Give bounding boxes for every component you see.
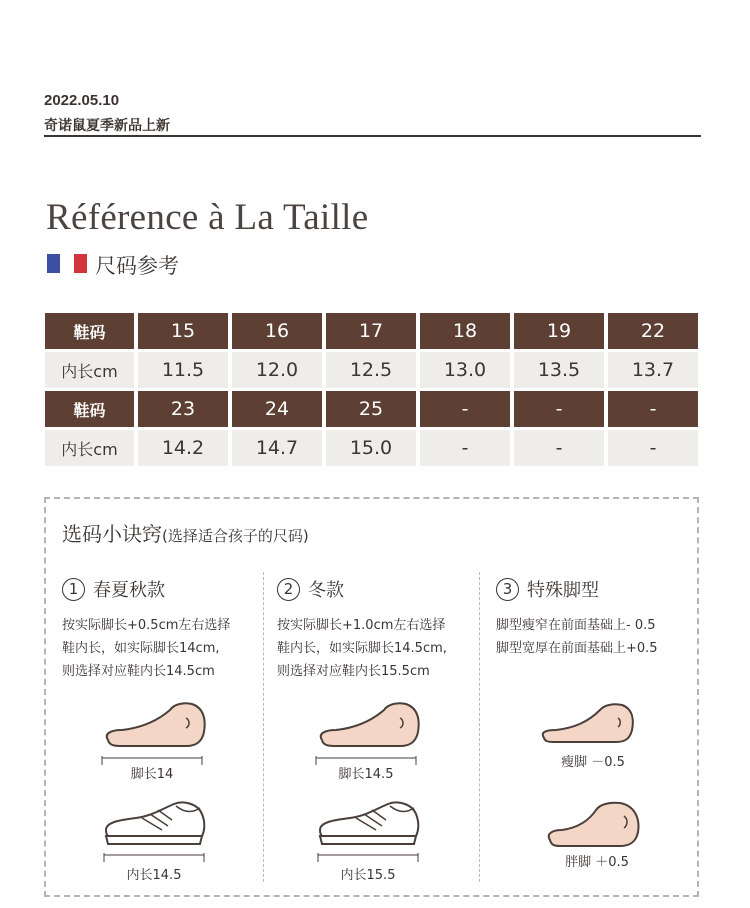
tip-line: 按实际脚长+0.5cm左右选择 xyxy=(62,618,231,633)
table-cell: - xyxy=(420,391,510,427)
tip-heading-spring-summer xyxy=(62,576,165,602)
wide-foot-caption: 胖脚 ＋0.5 xyxy=(565,855,629,870)
wide-foot-icon xyxy=(544,800,644,850)
tip-line: 则选择对应鞋内长14.5cm xyxy=(62,664,215,679)
release-subtitle: 奇诺鼠夏季新品上新 xyxy=(44,118,170,134)
tip-heading-special-foot xyxy=(496,576,599,602)
table-cell: 12.5 xyxy=(326,352,416,388)
column-divider xyxy=(263,572,264,882)
tip-description xyxy=(496,614,696,660)
tip-line: 按实际脚长+1.0cm左右选择 xyxy=(277,618,446,633)
size-table-row xyxy=(45,391,704,427)
size-table-row xyxy=(45,352,704,388)
table-cell: 17 xyxy=(326,313,416,349)
thin-foot-icon xyxy=(538,702,638,748)
measure-line-icon xyxy=(316,853,420,863)
table-cell: - xyxy=(608,430,698,466)
tip-heading-label: 冬款 xyxy=(308,580,344,601)
measure-line-icon xyxy=(102,853,206,863)
size-table-row xyxy=(45,430,704,466)
table-cell: 18 xyxy=(420,313,510,349)
table-cell: 16 xyxy=(232,313,322,349)
tip-line: 脚型瘦窄在前面基础上- 0.5 xyxy=(496,618,656,633)
inner-length-caption: 内长15.5 xyxy=(340,868,396,883)
foot-icon xyxy=(100,700,210,752)
size-table-row xyxy=(45,313,704,349)
table-cell: 24 xyxy=(232,391,322,427)
table-cell: 鞋码 xyxy=(45,391,134,427)
foot-length-caption: 脚长14.5 xyxy=(338,767,394,782)
table-cell: 11.5 xyxy=(138,352,228,388)
table-cell: 内长cm xyxy=(45,352,134,388)
table-cell: 鞋码 xyxy=(45,313,134,349)
tip-heading-winter xyxy=(277,576,344,602)
table-cell: 15.0 xyxy=(326,430,416,466)
foot-length-caption: 脚长14 xyxy=(130,767,174,782)
table-cell: 23 xyxy=(138,391,228,427)
column-divider xyxy=(479,572,480,882)
tip-description xyxy=(277,614,477,683)
table-cell: 25 xyxy=(326,391,416,427)
number-badge: 1 xyxy=(62,578,85,601)
tip-description xyxy=(62,614,262,683)
table-cell: - xyxy=(514,430,604,466)
size-table xyxy=(45,313,704,469)
table-cell: 14.7 xyxy=(232,430,322,466)
thin-foot-caption: 瘦脚 －0.5 xyxy=(561,755,625,770)
shoe-icon xyxy=(102,800,208,850)
release-date: 2022.05.10 xyxy=(44,92,120,109)
table-cell: 19 xyxy=(514,313,604,349)
table-cell: 内长cm xyxy=(45,430,134,466)
number-badge: 3 xyxy=(496,578,519,601)
tip-heading-label: 特殊脚型 xyxy=(527,580,599,601)
header-rule xyxy=(44,135,701,137)
size-tips-title xyxy=(62,518,309,547)
french-flag-icon xyxy=(47,254,87,273)
tip-heading-label: 春夏秋款 xyxy=(93,580,165,601)
tip-line: 脚型宽厚在前面基础上+0.5 xyxy=(496,641,658,656)
page-title-chinese: 尺码参考 xyxy=(95,254,179,278)
tip-line: 鞋内长，如实际脚长14.5cm, xyxy=(277,641,447,656)
inner-length-caption: 内长14.5 xyxy=(126,868,182,883)
table-cell: 14.2 xyxy=(138,430,228,466)
table-cell: 13.0 xyxy=(420,352,510,388)
table-cell: 22 xyxy=(608,313,698,349)
tip-line: 鞋内长，如实际脚长14cm, xyxy=(62,641,220,656)
table-cell: - xyxy=(514,391,604,427)
table-cell: 12.0 xyxy=(232,352,322,388)
number-badge: 2 xyxy=(277,578,300,601)
shoe-icon xyxy=(316,800,422,850)
tip-line: 则选择对应鞋内长15.5cm xyxy=(277,664,430,679)
size-tips-heading: 选码小诀窍 xyxy=(62,522,162,546)
table-cell: - xyxy=(420,430,510,466)
foot-icon xyxy=(314,700,424,752)
table-cell: 13.5 xyxy=(514,352,604,388)
table-cell: 13.7 xyxy=(608,352,698,388)
page-title-french: Référence à La Taille xyxy=(46,197,369,238)
size-tips-note: (选择适合孩子的尺码) xyxy=(162,527,309,545)
table-cell: - xyxy=(608,391,698,427)
table-cell: 15 xyxy=(138,313,228,349)
